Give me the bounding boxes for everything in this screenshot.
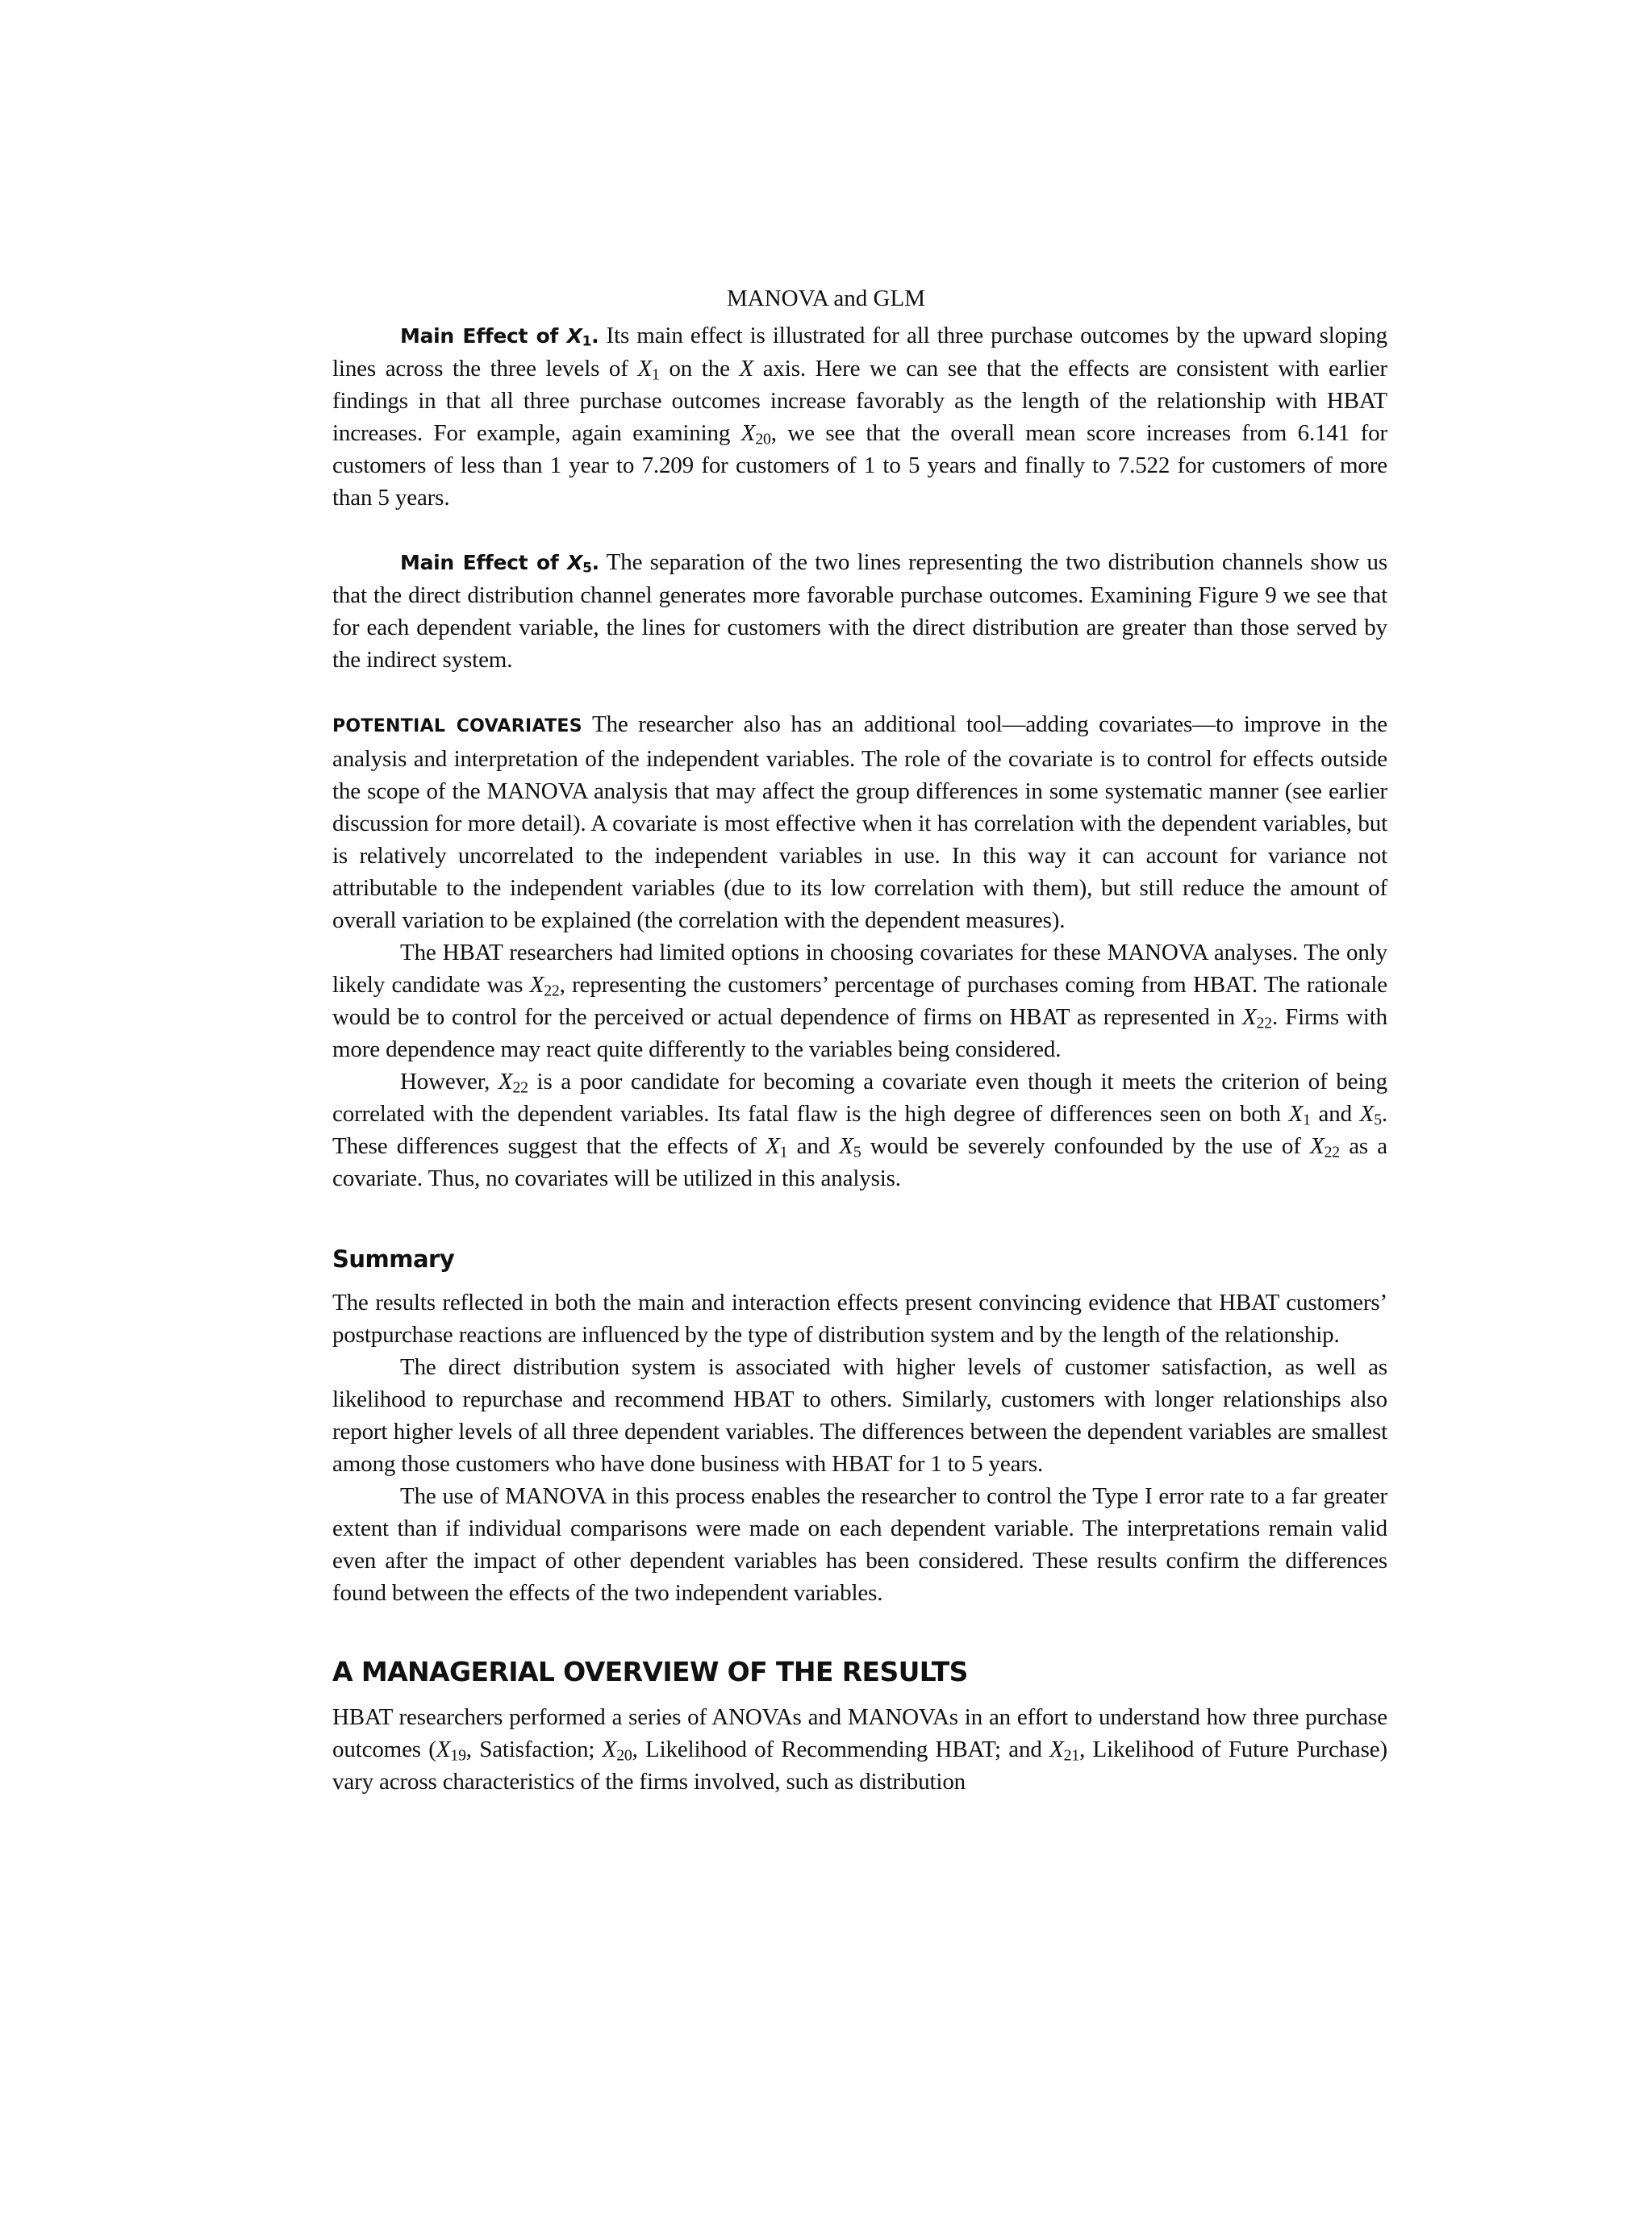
- summary-paragraph-1: The results reflected in both the main and interaction effects present convincing evidence that HBAT customers’ postpurchase reactions are influenced by the type of distribution system and by the length of the relationship.: [332, 1290, 1387, 1348]
- managerial-overview-heading: A MANAGERIAL OVERVIEW OF THE RESULTS: [332, 1656, 968, 1687]
- managerial-overview-paragraph: HBAT researchers performed a series of ANOVAs and MANOVAs in an effort to understand how three purchase outcomes ($X_{19}$, Satisfaction; $X_{20}$, Likelihood of Recommending HBAT; and $X_{21}$, Likelihood of Future Purchase) vary across characteristics of the firms involved, such as distribution: [332, 1704, 1387, 1795]
- main-effect-x5-heading: Main Effect of $X_5$.: [400, 551, 599, 577]
- summary-paragraph-3: The use of MANOVA in this process enables the researcher to control the Type I error rate to a far greater extent than if individual comparisons were made on each dependent variable. The interpretations remain valid even after the impact of other dependent variables has been considered. These results confirm the differences found between the effects of the two independent variables.: [332, 1483, 1387, 1606]
- summary-paragraph-2: The direct distribution system is associated with higher levels of customer satisfaction, as well as likelihood to repurchase and recommend HBAT to others. Similarly, customers with longer relationships also report higher levels of all three dependent variables. The differences between the dependent variables are smallest among those customers who have done business with HBAT for 1 to 5 years.: [332, 1354, 1387, 1477]
- potential-covariates-paragraph-2: The HBAT researchers had limited options in choosing covariates for these MANOVA analyses. The only likely candidate was $X_{22}$, representing the customers’ percentage of purchases coming from HBAT. The rationale would be to control for the perceived or actual dependence of firms on HBAT as represented in $X_{22}$. Firms with more dependence may react quite differently to the variables being considered.: [332, 940, 1387, 1062]
- main-effect-x5-paragraph: Main Effect of $X_5$. The separation of the two lines representing the two distribution channels show us that the direct distribution channel generates more favorable purchase outcomes. Examining Figure 9 we see that for each dependent variable, the lines for customers with the direct distribution are greater than those served by the indirect system.: [332, 549, 1387, 673]
- potential-covariates-heading: POTENTIAL COVARIATES: [332, 716, 582, 736]
- main-effect-x1-paragraph: Main Effect of $X_1$. Its main effect is illustrated for all three purchase outcomes by the upward sloping lines across the three levels of $X_1$ on the X axis. Here we can see that the effects are consistent with earlier findings in that all three purchase outcomes increase favorably as the length of the relationship with HBAT increases. For example, again examining $X_{20}$, we see that the overall mean score increases from 6.141 for customers of less than 1 year to 7.209 for customers of 1 to 5 years and finally to 7.522 for customers of more than 5 years.: [332, 323, 1387, 511]
- page-content: [332, 284, 1387, 1798]
- potential-covariates-paragraph-3: However, $X_{22}$ is a poor candidate for becoming a covariate even though it meets the criterion of being correlated with the dependent variables. Its fatal flaw is the high degree of differences seen on both $X_1$ and $X_5$. These differences suggest that the effects of $X_1$ and $X_5$ would be severely confounded by the use of $X_{22}$ as a covariate. Thus, no covariates will be utilized in this analysis.: [332, 1069, 1388, 1191]
- summary-heading: Summary: [332, 1245, 455, 1273]
- potential-covariates-paragraph-1: POTENTIAL COVARIATES The researcher also has an additional tool—adding covariates—to improve in the analysis and interpretation of the independent variables. The role of the covariate is to control for effects outside the scope of the MANOVA analysis that may affect the group differences in some systematic manner (see earlier discussion for more detail). A covariate is most effective when it has correlation with the dependent variables, but is relatively uncorrelated to the independent variables in use. In this way it can account for variance not attributable to the independent variables (due to its low correlation with them), but still reduce the amount of overall variation to be explained (the correlation with the dependent measures).: [332, 711, 1387, 933]
- running-head: MANOVA and GLM: [727, 286, 925, 311]
- main-effect-x1-heading: Main Effect of $X_1$.: [400, 324, 599, 350]
